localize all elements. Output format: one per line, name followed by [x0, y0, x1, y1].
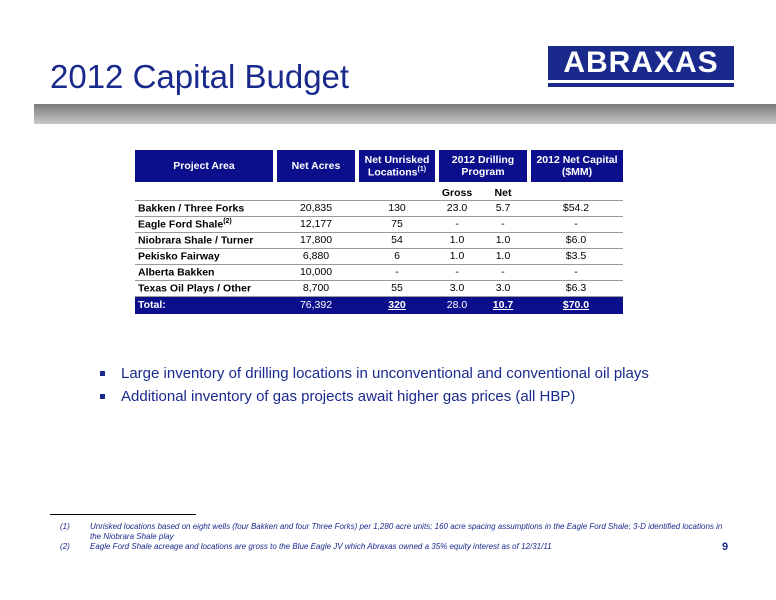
header-project-area: Project Area: [135, 150, 275, 182]
table-total-row: [135, 296, 623, 314]
total-locations: 320: [357, 296, 437, 314]
row-gross: -: [437, 216, 477, 232]
row-net: 5.7: [477, 200, 529, 216]
row-gross: 1.0: [437, 232, 477, 248]
row-acres: 17,800: [275, 232, 357, 248]
page-title: 2012 Capital Budget: [50, 58, 350, 95]
row-capital: $6.0: [529, 232, 623, 248]
footnote-1: (1) Unrisked locations based on eight wells (four Bakken and four Three Forks) per 1,280 acre units; 160 acre spacing assumptions in the Eagle Ford Shale; 3-D identified locations in the Niobrara Shale play: [60, 522, 723, 541]
row-acres: 20,835: [275, 200, 357, 216]
row-locations: 130: [357, 200, 437, 216]
table-row: [135, 216, 623, 232]
row-locations: 55: [357, 280, 437, 296]
capital-budget-table: [135, 150, 623, 314]
row-net: 3.0: [477, 280, 529, 296]
bullet-square-icon: [100, 394, 105, 399]
header-drilling-program: 2012 Drilling Program: [437, 150, 529, 182]
row-acres: 10,000: [275, 264, 357, 280]
total-capital: $70.0: [529, 296, 623, 314]
subheader-net: Net: [477, 186, 529, 200]
row-locations: 75: [357, 216, 437, 232]
footnote-2: (2) Eagle Ford Shale acreage and locations are gross to the Blue Eagle JV which Abraxas owned a 35% equity interest as of 12/31/11: [60, 542, 552, 551]
total-acres: 76,392: [275, 296, 357, 314]
row-net: -: [477, 264, 529, 280]
total-net: 10.7: [477, 296, 529, 314]
table-row: [135, 200, 623, 216]
row-capital: -: [529, 216, 623, 232]
row-capital: $54.2: [529, 200, 623, 216]
row-name: Alberta Bakken: [135, 264, 275, 280]
row-gross: 1.0: [437, 248, 477, 264]
footnote-divider: [50, 514, 196, 515]
row-acres: 6,880: [275, 248, 357, 264]
row-capital: -: [529, 264, 623, 280]
bullet-list: [100, 362, 649, 408]
logo-underline: [548, 83, 734, 87]
row-locations: 54: [357, 232, 437, 248]
row-name: Niobrara Shale / Turner: [135, 232, 275, 248]
logo-text: ABRAXAS: [548, 46, 734, 80]
row-capital: $6.3: [529, 280, 623, 296]
abraxas-logo: [548, 46, 734, 88]
page-number: 9: [722, 541, 729, 553]
row-name: Texas Oil Plays / Other: [135, 280, 275, 296]
row-gross: -: [437, 264, 477, 280]
header-divider-bar: [34, 104, 776, 124]
row-acres: 12,177: [275, 216, 357, 232]
row-gross: 3.0: [437, 280, 477, 296]
table-row: [135, 280, 623, 296]
bullet-square-icon: [100, 371, 105, 376]
row-name: Bakken / Three Forks: [135, 200, 275, 216]
header-net-unrisked: Net Unrisked Locations$^{(1)}$: [357, 150, 437, 182]
table-row: [135, 248, 623, 264]
total-gross: 28.0: [437, 296, 477, 314]
row-capital: $3.5: [529, 248, 623, 264]
total-label: Total:: [135, 296, 275, 314]
row-locations: 6: [357, 248, 437, 264]
header-net-capital: 2012 Net Capital ($MM): [529, 150, 623, 182]
footnotes: [60, 522, 730, 552]
row-name: Pekisko Fairway: [135, 248, 275, 264]
bullet-item: Large inventory of drilling locations in unconventional and conventional oil plays: [100, 362, 649, 385]
table-row: [135, 264, 623, 280]
table-row: [135, 232, 623, 248]
table-subheader-row: [135, 186, 623, 200]
bullet-item: Additional inventory of gas projects await higher gas prices (all HBP): [100, 385, 649, 408]
row-net: -: [477, 216, 529, 232]
subheader-gross: Gross: [437, 186, 477, 200]
row-locations: -: [357, 264, 437, 280]
row-net: 1.0: [477, 248, 529, 264]
row-net: 1.0: [477, 232, 529, 248]
row-name: Eagle Ford Shale$^{(2)}$: [135, 216, 275, 232]
row-acres: 8,700: [275, 280, 357, 296]
row-gross: 23.0: [437, 200, 477, 216]
table-header-row: [135, 150, 623, 182]
header-net-acres: Net Acres: [275, 150, 357, 182]
